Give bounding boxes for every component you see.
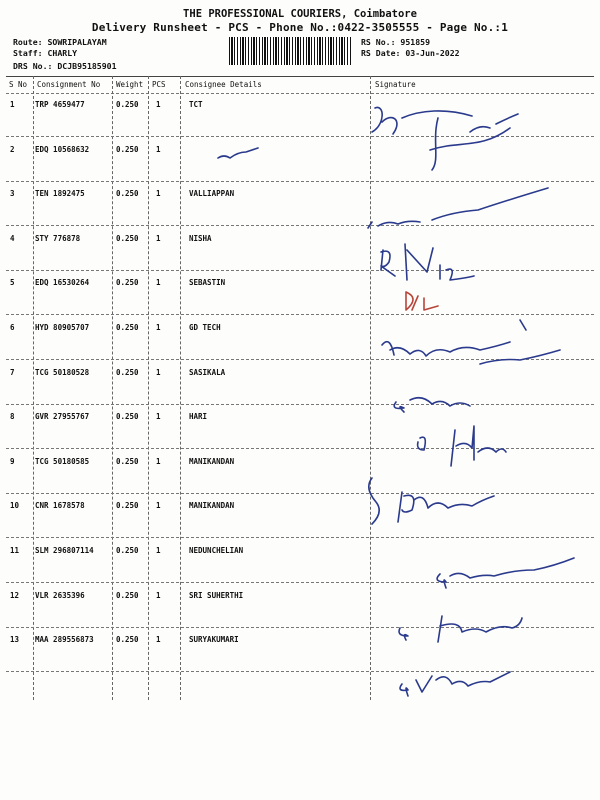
column-divider [112, 76, 113, 700]
row-weight: 0.250 [116, 501, 139, 511]
row-consignee: MANIKANDAN [189, 456, 235, 466]
column-divider [370, 76, 371, 700]
signature-13 [400, 672, 510, 696]
row-weight: 0.250 [116, 100, 139, 109]
column-rule [6, 93, 594, 94]
row-pieces: 1 [156, 456, 161, 466]
staff-label: Staff: CHARLY [13, 48, 78, 58]
row-separator [6, 225, 594, 226]
column-header-pcs: PCS [152, 80, 166, 89]
row-serial-number: 3 [10, 189, 15, 199]
row-pieces: 1 [156, 590, 161, 600]
row-consignee: TCT [189, 100, 203, 109]
row-pieces: 1 [156, 501, 161, 511]
row-separator [6, 582, 594, 583]
row-serial-number: 10 [10, 501, 20, 511]
row-separator [6, 359, 594, 360]
header-rule [6, 76, 594, 77]
row-weight: 0.250 [116, 233, 139, 243]
signature-3 [368, 188, 548, 228]
row-consignee: VALLIAPPAN [189, 189, 235, 199]
row-separator [6, 671, 594, 672]
row-weight: 0.250 [116, 412, 139, 422]
row-consignment-number: VLR 2635396 [35, 590, 85, 600]
runsheet-subtitle: Delivery Runsheet - PCS - Phone No.:0422-3505555 - Page No.:1 [91, 21, 509, 34]
row-serial-number: 12 [10, 590, 20, 600]
row-serial-number: 2 [10, 144, 15, 154]
column-divider [148, 76, 149, 700]
signature-4 [381, 244, 474, 280]
signature-10 [398, 492, 494, 522]
row-pieces: 1 [156, 412, 161, 422]
row-serial-number: 13 [10, 635, 20, 645]
row-separator [6, 181, 594, 182]
column-header-signature: Signature [375, 80, 416, 89]
row-serial-number: 4 [10, 233, 15, 243]
signature-1 [372, 107, 518, 170]
drs-number: DRS No.: DCJB95185901 [13, 61, 117, 71]
column-divider [33, 76, 34, 700]
row-consignment-number: HYD 80905707 [35, 323, 90, 332]
row-serial-number: 6 [10, 323, 15, 332]
column-header-sno: S No [9, 80, 28, 89]
row-weight: 0.250 [116, 278, 139, 288]
row-separator [6, 493, 594, 494]
rs-date: RS Date: 03-Jun-2022 [361, 48, 460, 58]
barcode-image [229, 37, 351, 65]
row-serial-number: 1 [10, 100, 15, 109]
route-label: Route: SOWRIPALAYAM [13, 37, 107, 47]
row-consignment-number: EDQ 16530264 [35, 278, 90, 288]
row-pieces: 1 [156, 546, 161, 555]
row-separator [6, 314, 594, 315]
signature-11 [437, 558, 574, 588]
row-separator [6, 404, 594, 405]
row-pieces: 1 [156, 144, 161, 154]
row-weight: 0.250 [116, 546, 139, 555]
row-pieces: 1 [156, 278, 161, 288]
signature-6 [382, 320, 560, 364]
row-consignee: NEDUNCHELIAN [189, 546, 244, 555]
signature-8 [418, 426, 506, 466]
row-serial-number: 7 [10, 367, 15, 377]
row-weight: 0.250 [116, 323, 139, 332]
row-consignee: SRI SUHERTHI [189, 590, 244, 600]
row-consignee: GD TECH [189, 323, 221, 332]
row-weight: 0.250 [116, 144, 139, 154]
row-consignee: SASIKALA [189, 367, 226, 377]
row-weight: 0.250 [116, 635, 139, 645]
row-pieces: 1 [156, 233, 161, 243]
row-consignment-number: EDQ 10568632 [35, 144, 90, 154]
row-consignee: HARI [189, 412, 208, 422]
signature-7 [394, 398, 470, 412]
column-divider [180, 76, 181, 700]
row-consignment-number: STY 776878 [35, 233, 81, 243]
row-pieces: 1 [156, 323, 161, 332]
row-consignment-number: TRP 4659477 [35, 100, 85, 109]
row-separator [6, 627, 594, 628]
row-weight: 0.250 [116, 367, 139, 377]
row-pieces: 1 [156, 189, 161, 199]
row-consignment-number: SLM 296807114 [35, 546, 94, 555]
row-separator [6, 537, 594, 538]
row-consignment-number: TCG 50180528 [35, 367, 90, 377]
row-weight: 0.250 [116, 590, 139, 600]
signature-12 [399, 616, 522, 642]
row-consignee: SEBASTIN [189, 278, 226, 288]
column-header-weight: Weight [116, 80, 144, 89]
rs-number: RS No.: 951859 [361, 37, 431, 47]
row-serial-number: 5 [10, 278, 15, 288]
row-consignment-number: GVR 27955767 [35, 412, 90, 422]
row-pieces: 1 [156, 635, 161, 645]
runsheet-title: THE PROFESSIONAL COURIERS, Coimbatore [183, 8, 417, 20]
row-serial-number: 9 [10, 456, 15, 466]
row-serial-number: 8 [10, 412, 15, 422]
row-consignment-number: TCG 50180585 [35, 456, 90, 466]
row-consignment-number: TEN 1892475 [35, 189, 85, 199]
row-consignee: NISHA [189, 233, 212, 243]
row-weight: 0.250 [116, 456, 139, 466]
row-consignee: MANIKANDAN [189, 501, 235, 511]
row-consignment-number: MAA 289556873 [35, 635, 94, 645]
row-separator [6, 448, 594, 449]
row-consignee: SURYAKUMARI [189, 635, 239, 645]
row-separator [6, 270, 594, 271]
signature-dl [406, 292, 438, 310]
row-pieces: 1 [156, 100, 161, 109]
row-separator [6, 136, 594, 137]
row-pieces: 1 [156, 367, 161, 377]
column-header-consignment: Consignment No [37, 80, 101, 89]
column-header-consignee: Consignee Details [185, 80, 262, 89]
row-serial-number: 11 [10, 546, 20, 555]
row-weight: 0.250 [116, 189, 139, 199]
signature-2 [218, 148, 258, 158]
row-consignment-number: CNR 1678578 [35, 501, 85, 511]
